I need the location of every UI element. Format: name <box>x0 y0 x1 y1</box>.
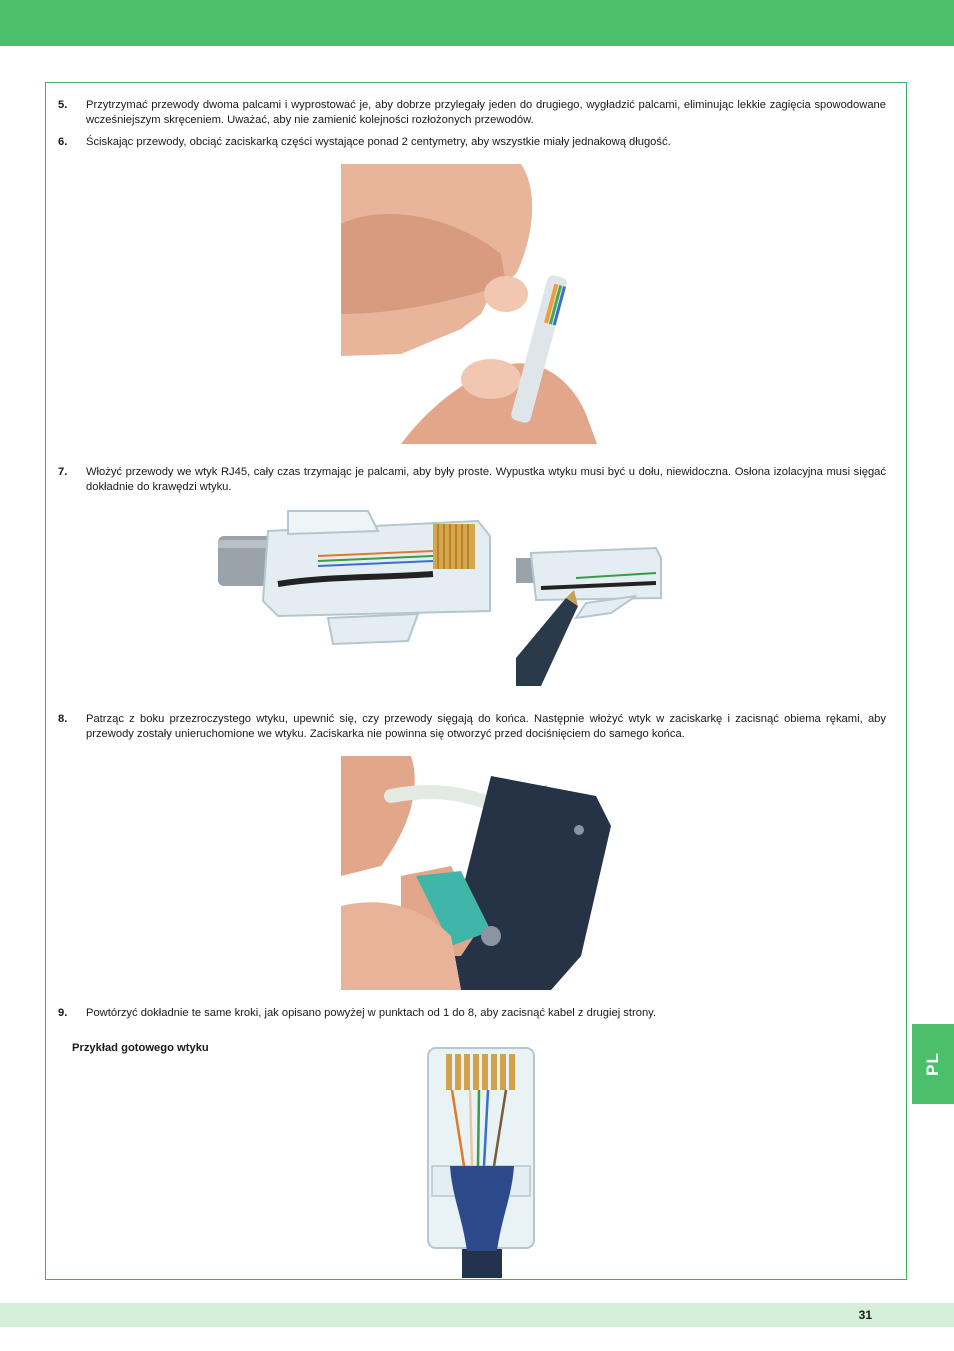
header-bar <box>0 0 954 46</box>
page-number: 31 <box>858 1308 872 1322</box>
photo-holding-wires <box>341 164 597 444</box>
step-number: 9. <box>58 1007 68 1019</box>
step-text: Patrząc z boku przezroczystego wtyku, upewnić się, czy przewody sięgają do końca. Następnie włożyć wtyk w zaciskarkę i zacisnąć obiema rękami, aby przewody zostały unieruchomione we wtyku. Zaciskarka nie powinna się otworzyć przed dociśnięciem do samego końca. <box>86 713 886 740</box>
step-number: 7. <box>58 466 68 478</box>
photo-plug-pen <box>516 508 663 686</box>
step-text: Przytrzymać przewody dwoma palcami i wyprostować je, aby dobrze przylegały jeden do drugiego, wygładzić palcami, eliminując lekkie zagięcia spowodowane wcześniejszym skręceniem. Uważać, aby nie zamienić kolejności rozłożonych przewodów. <box>86 99 886 126</box>
step-6 <box>58 135 886 150</box>
language-tab-label: PL <box>923 1052 942 1076</box>
photo-finished-plug <box>422 1046 540 1278</box>
step-number: 8. <box>58 713 68 725</box>
example-caption: Przykład gotowego wtyku <box>72 1042 209 1054</box>
step-9 <box>58 1006 886 1021</box>
step-number: 5. <box>58 99 68 111</box>
step-8 <box>58 712 886 742</box>
step-text: Ściskając przewody, obciąć zaciskarką części wystające ponad 2 centymetry, aby wszystkie miały jednakową długość. <box>86 136 671 148</box>
footer-bar <box>0 1303 954 1327</box>
language-tab <box>912 1024 954 1104</box>
step-5 <box>58 98 886 128</box>
step-7 <box>58 465 886 495</box>
step-text: Włożyć przewody we wtyk RJ45, cały czas trzymając je palcami, aby były proste. Wypustka wtyku musi być u dołu, niewidoczna. Osłona izolacyjna musi sięgać dokładnie do krawędzi wtyku. <box>86 466 886 493</box>
photo-plug-side <box>218 506 492 646</box>
photo-crimping-tool <box>341 756 617 990</box>
step-number: 6. <box>58 136 68 148</box>
step-text: Powtórzyć dokładnie te same kroki, jak opisano powyżej w punktach od 1 do 8, aby zacisnąć kabel z drugiej strony. <box>86 1007 657 1019</box>
